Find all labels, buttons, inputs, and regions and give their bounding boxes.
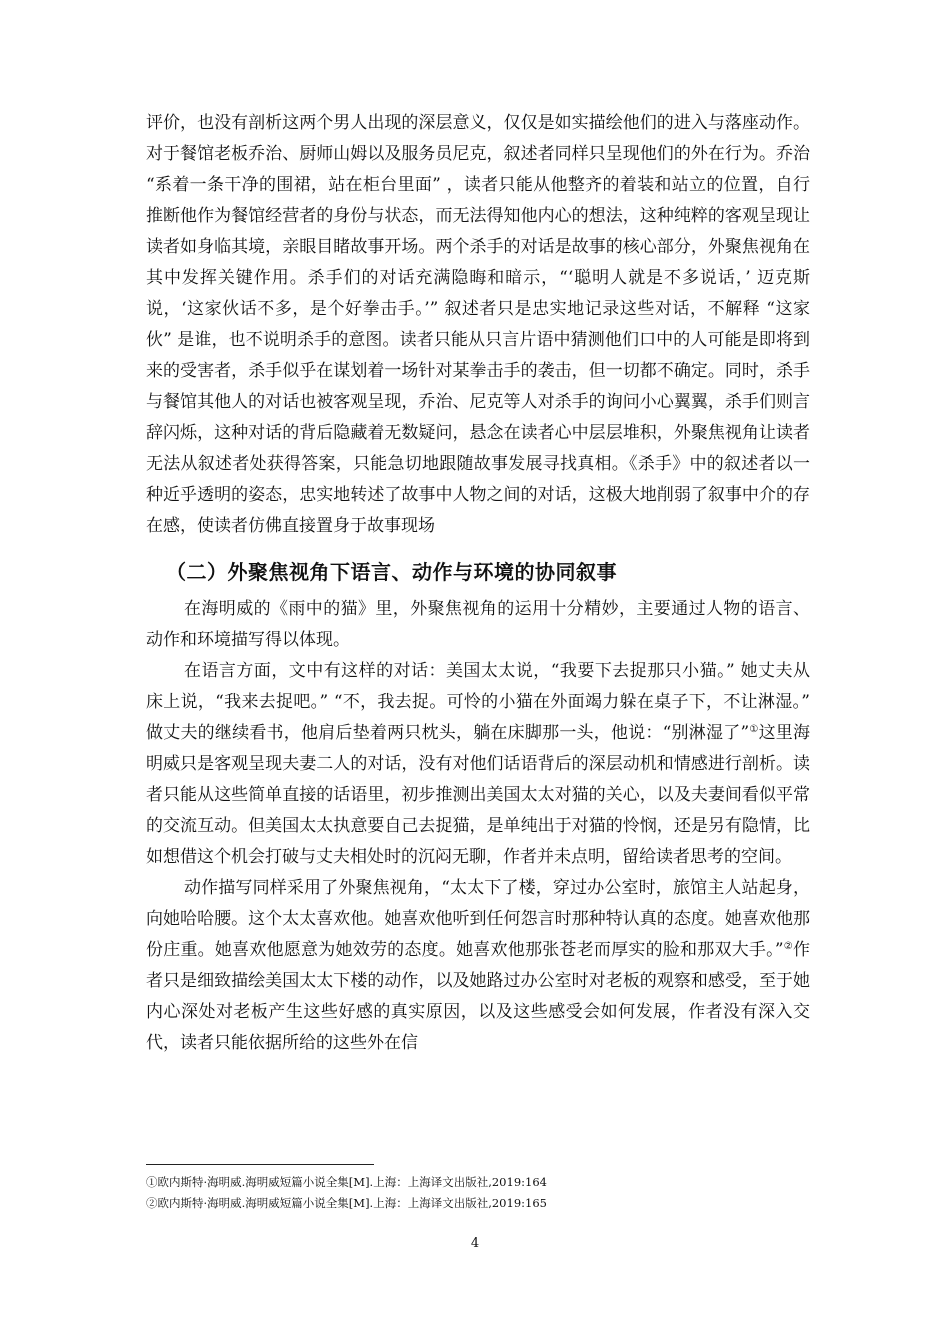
footnote-divider — [146, 1164, 374, 1165]
paragraph-2: 在海明威的《雨中的猫》里，外聚焦视角的运用十分精妙，主要通过人物的语言、动作和环境描写得以体现。 — [146, 599, 810, 650]
paragraph-4-part-2: 作者只是细致描绘美国太太下楼的动作，以及她路过办公室时对老板的观察和感受，至于她内心深处对老板产生这些好感的真实原因，以及这些感受会如何发展，作者没有深入交代，读者只能依据所给的这些外在信 — [146, 940, 810, 1053]
paragraph-3-part-1: 在语言方面，文中有这样的对话：美国太太说，“我要下去捉那只小猫。” 她丈夫从床上说，“我来去捉吧。” “不，我去捉。可怜的小猫在外面竭力躲在桌子下，不让淋湿。” 做丈夫的继续看书，他肩后垫着两只枕头，躺在床脚那一头，他说：“别淋湿了” — [146, 661, 810, 743]
section-heading: （二）外聚焦视角下语言、动作与环境的协同叙事 — [166, 560, 617, 584]
paragraph-3-part-2: 这里海明威只是客观呈现夫妻二人的对话，没有对他们话语背后的深层动机和情感进行剖析。读者只能从这些简单直接的话语里，初步推测出美国太太对猫的关心，以及夫妻间看似平常的交流互动。但美国太太执意要自己去捉猫，是单纯出于对猫的怜悯，还是另有隐情，比如想借这个机会打破与丈夫相处时的沉闷无聊，作者并未点明，留给读者思考的空间。 — [146, 723, 811, 867]
footnote-mark-1[interactable]: ① — [749, 724, 759, 735]
paragraph-4 — [146, 873, 810, 1059]
footnote-1: ①欧内斯特·海明威.海明威短篇小说全集[M].上海：上海译文出版社,2019:164 — [146, 1175, 547, 1189]
footnote-mark-2[interactable]: ② — [783, 941, 793, 952]
main-text — [146, 108, 810, 1059]
paragraph-3 — [146, 656, 810, 873]
paragraph-1: 评价，也没有剖析这两个男人出现的深层意义，仅仅是如实描绘他们的进入与落座动作。对于餐馆老板乔治、厨师山姆以及服务员尼克，叙述者同样只呈现他们的外在行为。乔治 “系着一条干净的围裙，站在柜台里面” ，读者只能从他整齐的着装和站立的位置，自行推断他作为餐馆经营者的身份与状态，而无法得知他内心的想法，这种纯粹的客观呈现让读者如身临其境，亲眼目睹故事开场。两个杀手的对话是故事的核心部分，外聚焦视角在其中发挥关键作用。杀手们的对话充满隐晦和暗示，“‘聪明人就是不多说话，’ 迈克斯说，‘这家伙话不多，是个好拳击手。’” 叙述者只是忠实地记录这些对话，不解释 “这家伙” 是谁，也不说明杀手的意图。读者只能从只言片语中猜测他们口中的人可能是即将到来的受害者，杀手似乎在谋划着一场针对某拳击手的袭击，但一切都不确定。同时，杀手与餐馆其他人的对话也被客观呈现，乔治、尼克等人对杀手的询问小心翼翼，杀手们则言辞闪烁，这种对话的背后隐藏着无数疑问，悬念在读者心中层层堆积，外聚焦视角让读者无法从叙述者处获得答案，只能急切地跟随故事发展寻找真相。《杀手》中的叙述者以一种近乎透明的姿态，忠实地转述了故事中人物之间的对话，这极大地削弱了叙事中介的存在感，使读者仿佛直接置身于故事现场 — [146, 113, 810, 536]
footnote-2: ②欧内斯特·海明威.海明威短篇小说全集[M].上海：上海译文出版社,2019:165 — [146, 1196, 547, 1210]
page-number: 4 — [470, 1236, 480, 1251]
footnotes — [146, 1172, 810, 1214]
paragraph-4-part-1: 动作描写同样采用了外聚焦视角，“太太下了楼，穿过办公室时，旅馆主人站起身，向她哈哈腰。这个太太喜欢他。她喜欢他听到任何怨言时那种特认真的态度。她喜欢他那份庄重。她喜欢他愿意为她效劳的态度。她喜欢他那张苍老而厚实的脸和那双大手。” — [146, 878, 810, 960]
